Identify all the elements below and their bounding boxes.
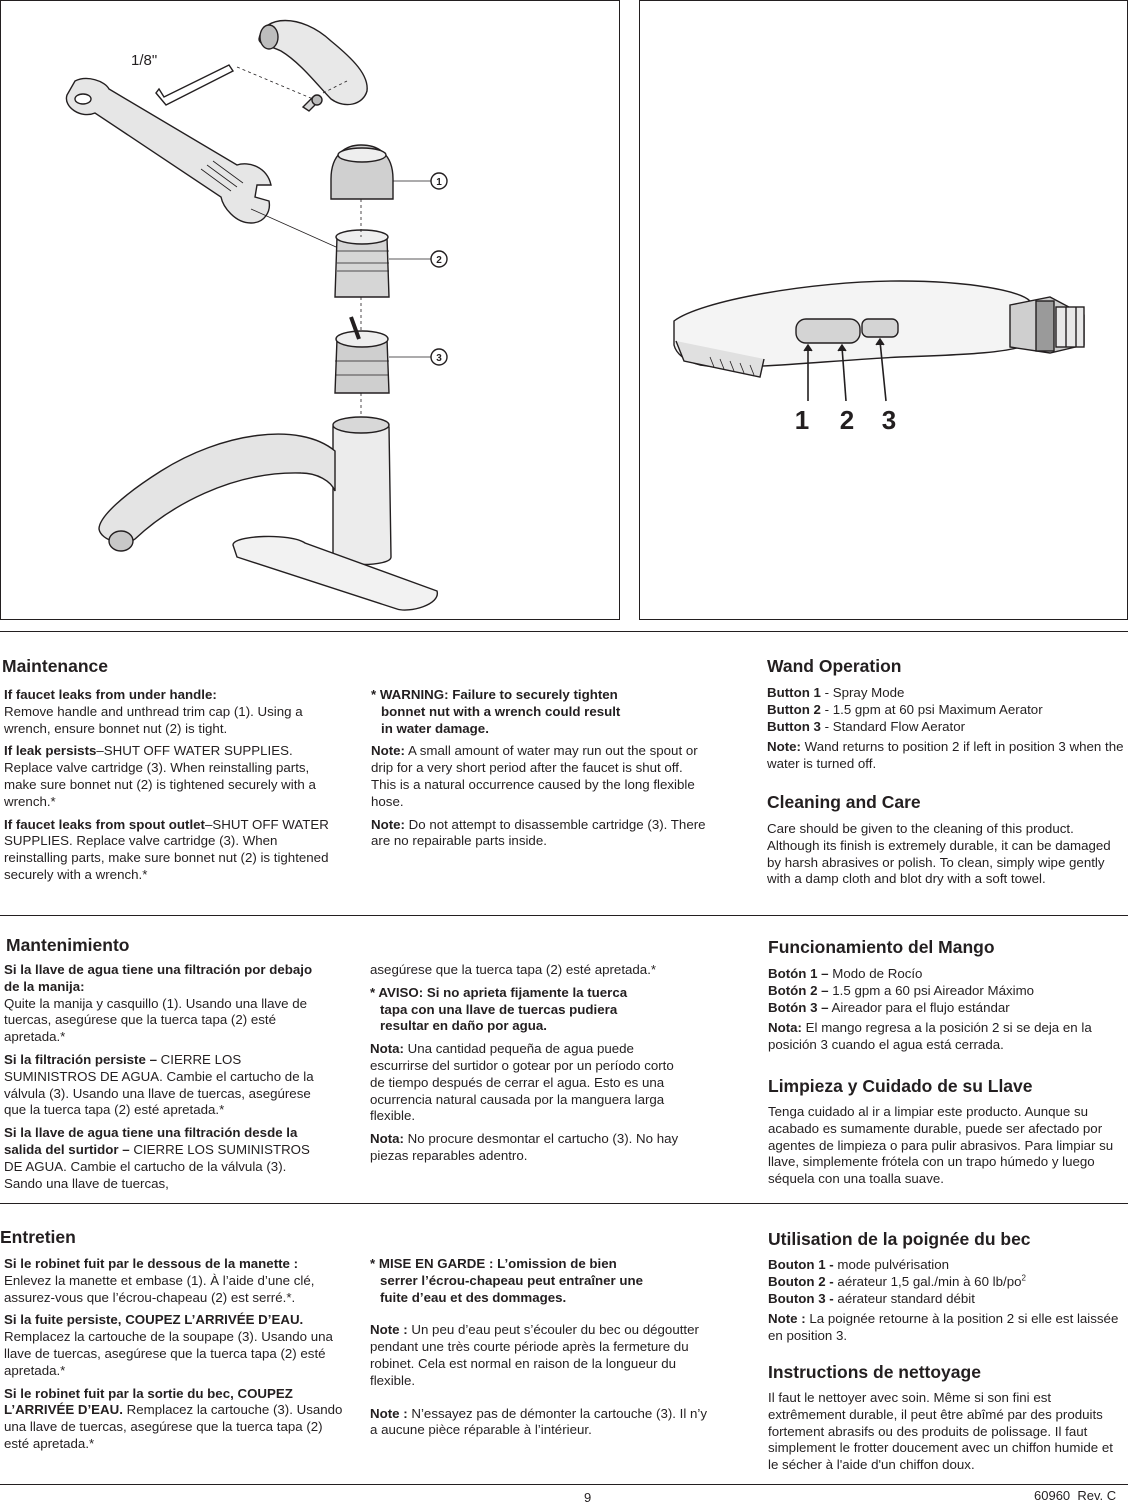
fr-note2-body: N’essayez pas de démonter la cartouche (3). Il n’y a aucune pièce réparable à l’intérieur. — [370, 1405, 707, 1438]
note1-body: A small amount of water may run out the spout or drip for a very short period after the faucet is shut off. This is a natural occurrence caused by the long flexible hose. — [371, 743, 698, 809]
wand-heading-en: Wand Operation — [767, 656, 902, 676]
maint-p3-body: –SHUT OFF WATER SUPPLIES. Replace valve cartridge (3). When reinstalling parts, make sure bonnet nut (2) is tightened securely with a wrench.* — [4, 816, 329, 882]
wand-illustration — [640, 1, 1127, 619]
superscript-2: 2 — [1021, 1273, 1026, 1283]
aviso-line-1: * AVISO: Si no aprieta fijamente la tuerca — [370, 984, 628, 1000]
document-id: 60960 Rev. C — [1034, 1488, 1117, 1503]
hex-key-size-label: 1/8" — [131, 52, 158, 69]
wand-heading-es: Funcionamiento del Mango — [768, 937, 995, 957]
callout-2: 2 — [436, 255, 442, 266]
cleaning-heading-es: Limpieza y Cuidado de su Llave — [768, 1076, 1033, 1096]
cleaning-heading-fr: Instructions de nettoyage — [768, 1362, 981, 1382]
aviso-line-2: tapa con una llave de tuercas pudiera — [380, 1001, 618, 1017]
button3-text: - Standard Flow Aerator — [820, 718, 966, 734]
spray-button-1 — [796, 319, 860, 343]
bouton2-text: aérateur 1,5 gal./min à 60 lb/po — [833, 1273, 1022, 1289]
spray-button-3 — [862, 319, 898, 337]
cleaning-body-fr: Il faut le nettoyer avec soin. Même si son fini est extrêmement durable, il peut être abîmé par des produits fortement abrasifs ou des produits de polissage. Il faut simplement le frotter doucement avec un chiffon humide et le sécher à l'aide d'un chiffon doux. — [768, 1390, 1113, 1473]
bouton1-text: mode pulvérisation — [833, 1257, 950, 1272]
fr-note2-head: Note : — [370, 1405, 408, 1421]
maintenance-col2-fr — [370, 1256, 712, 1445]
bouton1-label: Bouton 1 - — [768, 1257, 834, 1272]
cleaning-heading-en: Cleaning and Care — [767, 792, 921, 812]
mant-p1-head: Si la llave de agua tiene una filtración por debajo de la manija: — [4, 962, 313, 994]
note2-head: Note: — [371, 816, 405, 832]
boton3-text: Aireador para el flujo estándar — [828, 999, 1010, 1015]
maintenance-heading-es: Mantenimiento — [6, 935, 130, 955]
wand-col-fr — [768, 1257, 1126, 1351]
nota1-body: Una cantidad pequeña de agua puede escurrirse del surtidor o gotear por un período corto de tiempo después de cerrar el agua. Esto es una ocurrencia natural causada por la manguera larga flexible. — [370, 1041, 674, 1124]
aviso-line-3: resultar en daño por agua. — [380, 1018, 547, 1034]
maintenance-col2-es — [370, 962, 688, 1171]
faucet-body-icon — [333, 417, 391, 564]
poignee-note-head: Note : — [768, 1311, 806, 1327]
maintenance-heading-fr: Entretien — [0, 1227, 76, 1247]
button3-label: Button 3 — [767, 718, 821, 734]
bonnet-nut-icon — [335, 237, 389, 297]
mant-p3-body: CIERRE LOS SUMINISTROS DE AGUA. Cambie el cartucho de la válvula (3). Sando una llave de tuercas, — [4, 1141, 310, 1191]
entretien-p2-body: Remplacez la cartouche de la soupape (3). Usando una llave de tuercas, asegúrese que la tuerca tapa (2) esté apretada.* — [4, 1329, 333, 1378]
mant-p3-head: Si la llave de agua tiene una filtración desde la salida del surtidor – — [4, 1125, 298, 1157]
footer-divider — [0, 1484, 1128, 1485]
mango-note-head: Nota: — [768, 1020, 802, 1036]
button2-label: Button 2 — [767, 701, 821, 717]
maintenance-heading-en: Maintenance — [2, 656, 108, 676]
maint-p2-body: –SHUT OFF WATER SUPPLIES. Replace valve cartridge (3). When reinstalling parts, make sure bonnet nut (2) is tightened securely with a wrench.* — [4, 743, 316, 809]
nota1-head: Nota: — [370, 1041, 404, 1057]
fr-note1-head: Note : — [370, 1322, 408, 1338]
warning-line-1: * WARNING: Failure to securely tighten — [371, 687, 618, 702]
page-number: 9 — [584, 1490, 592, 1505]
button1-label: Button 1 — [767, 685, 821, 700]
mango-note-body: El mango regresa a la posición 2 si se deja en la posición 3 cuando el agua está cerrada. — [768, 1020, 1092, 1053]
mant-p2-head: Si la filtración persiste – — [4, 1051, 157, 1067]
wand-button-label-3: 3 — [881, 405, 897, 435]
maintenance-col1-fr — [4, 1256, 344, 1459]
entretien-p1-head: Si le robinet fuit par le dessous de la manette : — [4, 1256, 299, 1271]
exploded-view-panel — [0, 0, 620, 620]
hex-key-icon — [156, 65, 233, 105]
warning-line-2: bonnet nut with a wrench could result — [381, 703, 621, 719]
nota2-body: No procure desmontar el cartucho (3). No hay piezas reparables adentro. — [370, 1131, 679, 1163]
wand-heading-fr: Utilisation de la poignée du bec — [768, 1229, 1031, 1249]
callout-1: 1 — [436, 177, 442, 188]
cleaning-body-es: Tenga cuidado al ir a limpiar este producto. Aunque su acabado es sumamente durable, puede ser afectado por agentes de limpieza o para pulir abrasivos. Para limpiar su llave, simplemente frótela con un trapo húmedo y luego séquela con una toalla suave. — [768, 1104, 1114, 1187]
bouton3-text: aérateur standard débit — [833, 1290, 975, 1306]
wand-button-label-1: 1 — [794, 405, 810, 435]
section-divider-fr — [0, 1203, 1128, 1204]
button1-text: - Spray Mode — [820, 685, 905, 700]
boton3-label: Botón 3 – — [768, 999, 829, 1015]
exploded-view-illustration — [1, 1, 619, 619]
mant-p1-body: Quite la manija y casquillo (1). Usando una llave de tuercas, asegúrese que la tuerca tapa (2) esté apretada.* — [4, 995, 308, 1045]
maint-p3-head: If faucet leaks from spout outlet — [4, 816, 205, 832]
nota2-head: Nota: — [370, 1131, 404, 1147]
entretien-p2-head: Si la fuite persiste, COUPEZ L’ARRIVÉE D’EAU. — [4, 1312, 304, 1328]
entretien-p1-body: Enlevez la manette et embase (1). À l’aide d’une clé, assurez-vous que l’écrou-chapeau (2) est serré.*. — [4, 1272, 315, 1305]
wand-note-head: Note: — [767, 739, 801, 755]
bouton2-label: Bouton 2 - — [768, 1273, 834, 1289]
callout-3: 3 — [436, 353, 442, 364]
wand-note-body: Wand returns to position 2 if left in position 3 when the water is turned off. — [767, 739, 1124, 772]
maintenance-col2-en — [371, 687, 707, 856]
cleaning-body-en: Care should be given to the cleaning of this product. Although its finish is extremely durable, it can be damaged by harsh abrasives or polish. To clean, simply wipe gently with a damp cloth and blot dry with a soft towel. — [767, 821, 1111, 887]
note2-body: Do not attempt to disassemble cartridge (3). There are no repairable parts inside. — [371, 816, 706, 849]
entretien-p3-head: Si le robinet fuit par la sortie du bec, COUPEZ L’ARRIVÉE D’EAU. — [4, 1385, 293, 1418]
wand-button-label-2: 2 — [839, 405, 855, 435]
boton1-label: Botón 1 – — [768, 966, 829, 981]
boton2-label: Botón 2 – — [768, 982, 829, 998]
warning-line-3: in water damage. — [381, 720, 489, 736]
maint-p1-body: Remove handle and unthread trim cap (1). Using a wrench, ensure bonnet nut (2) is tight. — [4, 703, 303, 736]
wand-col-en — [767, 685, 1125, 779]
garde-line-2: serrer l’écrou-chapeau peut entraîner une — [380, 1272, 644, 1288]
fr-note1-body: Un peu d’eau peut s’écouler du bec ou dégoutter pendant une très courte période après la fermeture du robinet. Cela est normal en raison de la longueur du flexible. — [370, 1322, 699, 1388]
section-divider-en — [0, 631, 1128, 632]
note1-head: Note: — [371, 743, 405, 759]
poignee-note-body: La poignée retourne à la position 2 si elle est laissée en position 3. — [768, 1311, 1119, 1344]
maintenance-col1-en — [4, 687, 338, 890]
maintenance-col1-es — [4, 962, 324, 1198]
maint-p2-head: If leak persists — [4, 743, 97, 759]
boton1-text: Modo de Rocío — [828, 966, 923, 981]
maint-p1-head: If faucet leaks from under handle: — [4, 687, 217, 702]
garde-line-1: * MISE EN GARDE : L’omission de bien — [370, 1256, 617, 1271]
mant-p3-cont: asegúrese que la tuerca tapa (2) esté apretada.* — [370, 962, 657, 977]
entretien-p3-body: Remplacez la cartouche (3). Usando una llave de tuercas, asegúrese que la tuerca tapa (2) esté apretada.* — [4, 1402, 343, 1451]
button2-text: - 1.5 gpm at 60 psi Maximum Aerator — [820, 701, 1043, 717]
wand-col-es — [768, 966, 1126, 1060]
mant-p2-body: CIERRE LOS SUMINISTROS DE AGUA. Cambie el cartucho de la válvula (3). Usando una llave de tuercas, asegúrese que la tuerca tapa (2) esté apretada.* — [4, 1051, 314, 1118]
boton2-text: 1.5 gpm a 60 psi Aireador Máximo — [828, 982, 1035, 998]
section-divider-es — [0, 915, 1128, 916]
wand-diagram-panel — [639, 0, 1128, 620]
garde-line-3: fuite d’eau et des dommages. — [380, 1289, 567, 1305]
bouton3-label: Bouton 3 - — [768, 1290, 834, 1306]
